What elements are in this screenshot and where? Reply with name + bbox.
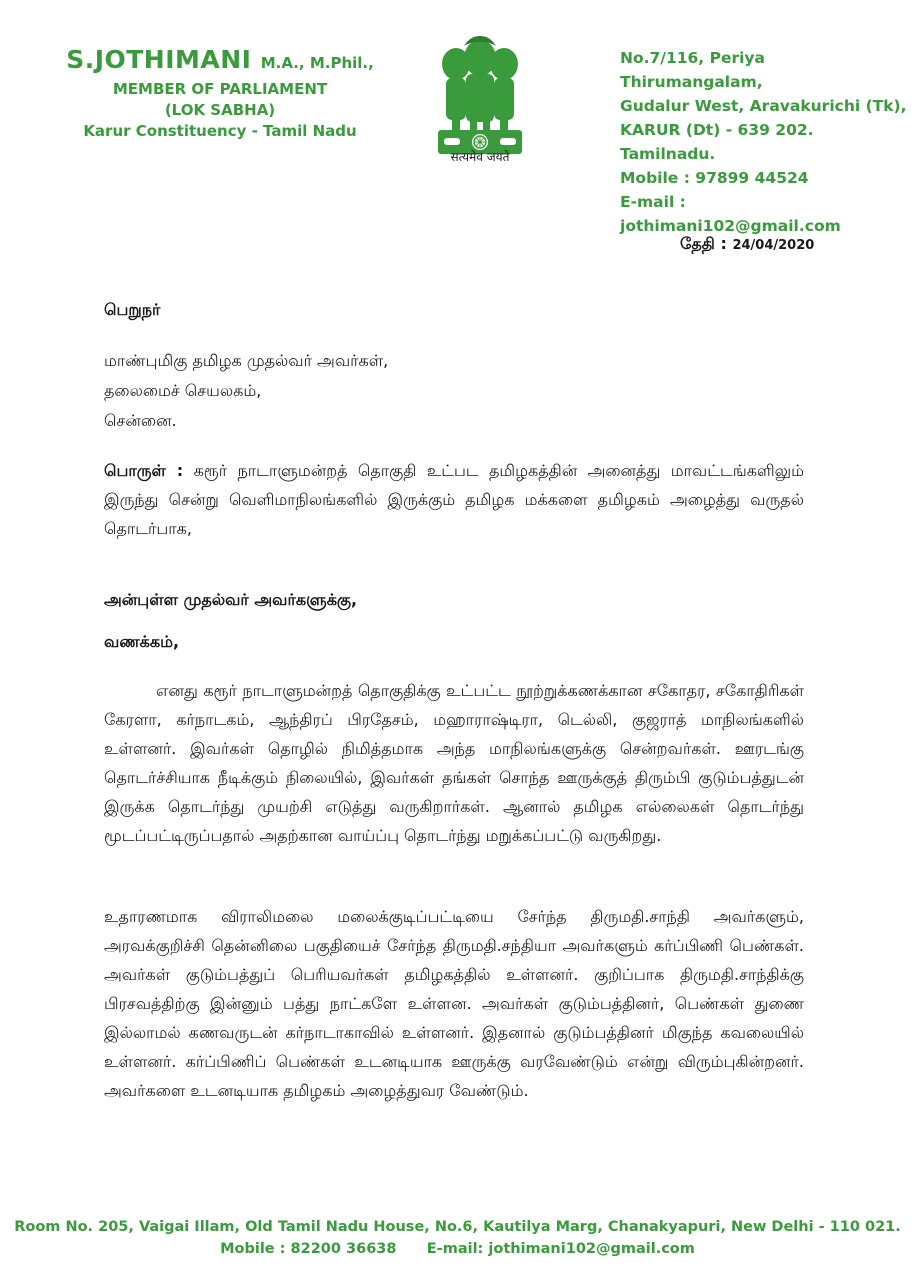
greeting: வணக்கம், <box>104 632 180 651</box>
mp-name-line <box>40 44 400 79</box>
footer-contact <box>0 1238 915 1260</box>
mp-position: MEMBER OF PARLIAMENT <box>112 80 328 98</box>
body-paragraph: உதாரணமாக விராலிமலை மலைக்குடிப்பட்டியை சேர்ந்த திருமதி.சாந்தி அவர்களும், அரவக்குறிச்சி தென்னிலை பகுதியைச் சேர்ந்த திருமதி.சந்தியா அவர்களும் கர்ப்பிணி பெண்கள். அவர்கள் குடும்பத்துப் பெரியவர்கள் தமிழகத்தில் உள்ளனர். குறிப்பாக திருமதி.சாந்திக்கு பிரசவத்திற்கு இன்னும் பத்து நாட்களே உள்ளன. அவர்கள் குடும்பத்தினர், பெண்கள் துணை இல்லாமல் கணவருடன் கர்நாடாகாவில் உள்ளனர். இதனால் குடும்பத்தினர் மிகுந்த கவலையில் உள்ளனர். கர்ப்பிணிப் பெண்கள் உடனடியாக ஊருக்கு வரவேண்டும் என்று விரும்புகின்றனர். அவர்களை உடனடியாக தமிழகம் அழைத்துவர வேண்டும். <box>104 907 805 1100</box>
date-label: தேதி <box>680 234 715 253</box>
mp-constituency: Karur Constituency - Tamil Nadu <box>83 122 357 140</box>
letterhead-left <box>40 44 400 142</box>
email-line: E-mail : jothimani102@gmail.com <box>620 193 841 235</box>
letterhead-right <box>620 46 910 238</box>
subject-label: பொருள் : <box>104 461 184 480</box>
footer <box>0 1216 915 1260</box>
mp-name: S.JOTHIMANI <box>66 45 252 74</box>
mobile-line: Mobile : 97899 44524 <box>620 169 809 187</box>
mp-qualifications: M.A., M.Phil., <box>260 54 374 72</box>
address-line: No.7/116, Periya Thirumangalam, <box>620 49 765 91</box>
salutation: அன்புள்ள முதல்வர் அவர்களுக்கு, <box>104 590 358 609</box>
mp-house: (LOK SABHA) <box>164 101 276 119</box>
date-separator: : <box>714 234 733 253</box>
recipient-line: தலைமைச் செயலகம், <box>104 381 262 400</box>
date-value: 24/04/2020 <box>732 238 815 253</box>
address-line: Gudalur West, Aravakurichi (Tk), <box>620 97 907 115</box>
emblem-motto: सत्यमेव जयते <box>450 150 510 164</box>
address-line: KARUR (Dt) - 639 202. Tamilnadu. <box>620 121 814 163</box>
recipient-line: மாண்புமிகு தமிழக முதல்வர் அவர்கள், <box>104 351 389 370</box>
body-paragraph: எனது கரூர் நாடாளுமன்றத் தொகுதிக்கு உட்பட்ட நூற்றுக்கணக்கான சகோதர, சகோதிரிகள் கேரளா, கர்நாடகம், ஆந்திரப் பிரதேசம், மஹாராஷ்டிரா, டெல்லி, குஜராத் மாநிலங்களில் உள்ளனர். இவர்கள் தொழில் நிமித்தமாக அந்த மாநிலங்களுக்கு சென்றவர்கள். ஊரடங்கு தொடர்ச்சியாக நீடிக்கும் நிலையில், இவர்கள் தங்கள் சொந்த ஊருக்குத் திரும்பி குடும்பத்துடன் இருக்க தொடர்ந்து முயற்சி எடுத்து வருகிறார்கள். ஆனால் தமிழக எல்லைகள் தொடர்ந்து மூடப்பட்டிருப்பதால் அதற்கான வாய்ப்பு தொடர்ந்து மறுக்கப்பட்டு வருகிறது. <box>104 681 804 845</box>
recipient-title: பெறுநர் <box>104 300 161 319</box>
subject <box>104 456 804 543</box>
subject-text: கரூர் நாடாளுமன்றத் தொகுதி உட்பட தமிழகத்தின் அனைத்து மாவட்டங்களிலும் இருந்து சென்று வெளிமாநிலங்களில் இருக்கும் தமிழக மக்களை தமிழகம் அழைத்து வருதல் தொடர்பாக, <box>104 461 805 538</box>
recipient-address <box>104 346 804 436</box>
footer-email: E-mail: jothimani102@gmail.com <box>426 1241 695 1257</box>
footer-mobile: Mobile : 82200 36638 <box>220 1241 397 1257</box>
recipient-line: சென்னை. <box>104 411 177 430</box>
footer-address: Room No. 205, Vaigai Illam, Old Tamil Nadu House, No.6, Kautilya Marg, Chanakyapuri, New Delhi - 110 021. <box>14 1219 901 1235</box>
letter-date <box>680 234 814 255</box>
